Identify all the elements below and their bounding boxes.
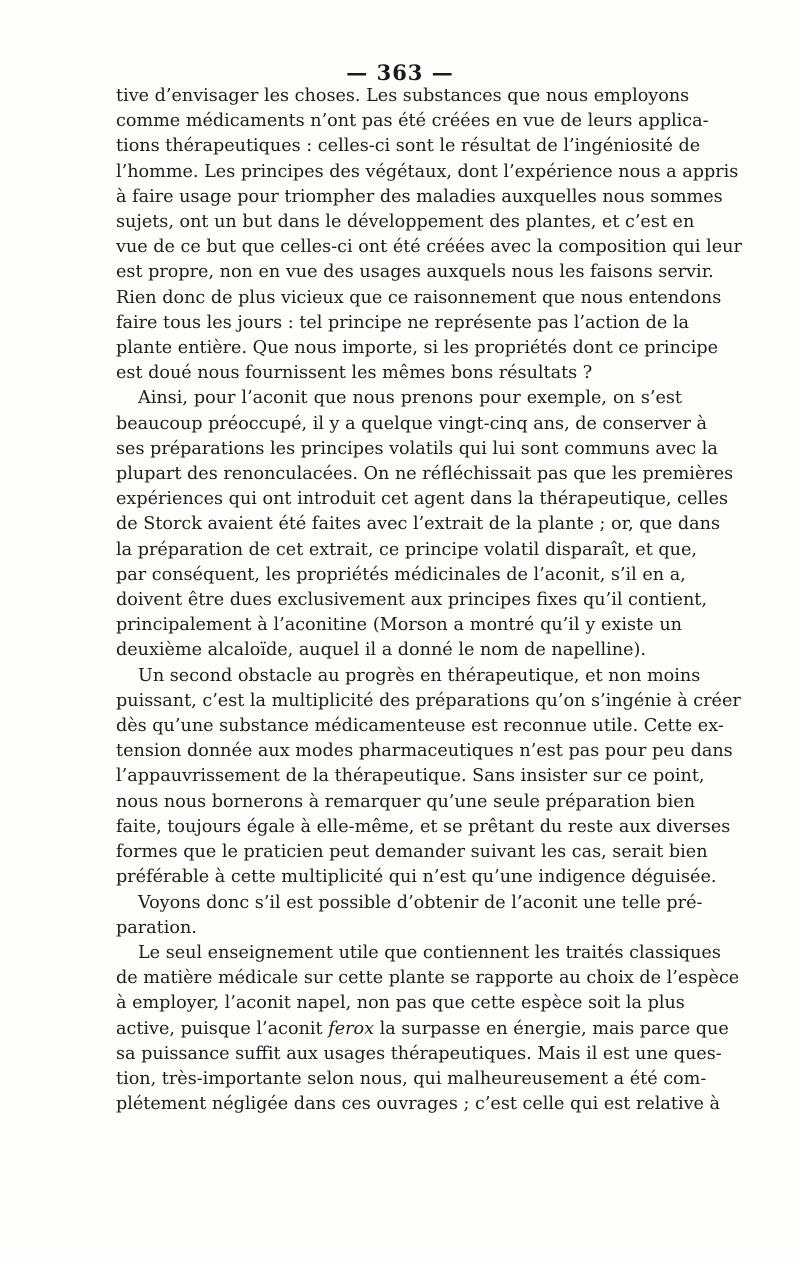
text-line: doivent être dues exclusivement aux principes fixes qu’il contient,: [116, 590, 707, 611]
text-line: Un second obstacle au progrès en thérapeutique, et non moins: [138, 665, 701, 686]
text-line: par conséquent, les propriétés médicinales de l’aconit, s’il en a,: [116, 564, 686, 585]
text-line: tion, très-importante selon nous, qui malheureusement a été com-: [116, 1068, 707, 1089]
text-line: sujets, ont un but dans le développement des plantes, et c’est en: [116, 212, 695, 233]
text-line: Rien donc de plus vicieux que ce raisonnement que nous entendons: [116, 287, 722, 308]
text-line: puissant, c’est la multiplicité des préparations qu’on s’ingénie à créer: [116, 690, 741, 711]
text-line: plupart des renonculacées. On ne réfléchissait pas que les premières: [116, 464, 734, 485]
text-line: est doué nous fournissent les mêmes bons résultats ?: [116, 363, 593, 384]
text-line: ses préparations les principes volatils qui lui sont communs avec la: [116, 438, 718, 459]
text-line: tension donnée aux modes pharmaceutiques n’est pas pour peu dans: [116, 741, 733, 762]
text-line: principalement à l’aconitine (Morson a montré qu’il y existe un: [116, 615, 682, 636]
text-line: sa puissance suffit aux usages thérapeutiques. Mais il est une ques-: [116, 1043, 722, 1064]
text-line: deuxième alcaloïde, auquel il a donné le nom de napelline).: [116, 640, 646, 661]
text-line: paration.: [116, 917, 197, 938]
paragraph: [116, 941, 740, 1117]
text-line: préférable à cette multiplicité qui n’est qu’une indigence déguisée.: [116, 867, 717, 888]
text-line: formes que le praticien peut demander suivant les cas, serait bien: [116, 842, 708, 863]
text-line: dès qu’une substance médicamenteuse est reconnue utile. Cette ex-: [116, 716, 724, 737]
text-line: comme médicaments n’ont pas été créées en vue de leurs applica-: [116, 111, 709, 132]
text-line: Voyons donc s’il est possible d’obtenir de l’aconit une telle pré-: [138, 892, 703, 913]
text-line: Ainsi, pour l’aconit que nous prenons pour exemple, on s’est: [138, 388, 682, 409]
text-line: l’appauvrissement de la thérapeutique. Sans insister sur ce point,: [116, 766, 705, 787]
text-line: tive d’envisager les choses. Les substances que nous employons: [116, 86, 690, 106]
text-line: faire tous les jours : tel principe ne représente pas l’action de la: [116, 312, 689, 333]
paragraph: [116, 664, 741, 891]
text-line: plétement négligée dans ces ouvrages ; c’est celle qui est relative à: [116, 1094, 721, 1115]
text-line: vue de ce but que celles-ci ont été créées avec la composition qui leur: [116, 237, 742, 258]
paragraph: [116, 891, 703, 941]
text-line: est propre, non en vue des usages auxquels nous les faisons servir.: [116, 262, 714, 283]
text-line: l’homme. Les principes des végétaux, dont l’expérience nous a appris: [116, 161, 739, 182]
text-line: de Storck avaient été faites avec l’extrait de la plante ; or, que dans: [116, 514, 721, 535]
text-line: à employer, l’aconit napel, non pas que cette espèce soit la plus: [116, 993, 685, 1014]
paragraph: [116, 84, 742, 386]
page-body-text: [116, 84, 742, 1117]
text-line: plante entière. Que nous importe, si les propriétés dont ce principe: [116, 338, 719, 359]
text-line: tions thérapeutiques : celles-ci sont le résultat de l’ingéniosité de: [116, 136, 701, 157]
text-line: active, puisque l’aconit ferox la surpasse en énergie, mais parce que: [116, 1018, 729, 1039]
text-line: de matière médicale sur cette plante se rapporte au choix de l’espèce: [116, 968, 740, 989]
paragraph: [116, 386, 734, 663]
text-line: nous nous bornerons à remarquer qu’une seule préparation bien: [116, 791, 696, 812]
text-line: la préparation de cet extrait, ce principe volatil disparaît, et que,: [116, 539, 697, 560]
page-number: — 363 —: [346, 60, 454, 85]
text-line: Le seul enseignement utile que contiennent les traités classiques: [138, 942, 721, 963]
text-line: expériences qui ont introduit cet agent dans la thérapeutique, celles: [116, 489, 729, 510]
text-line: à faire usage pour triompher des maladies auxquelles nous sommes: [116, 186, 723, 207]
text-line: beaucoup préoccupé, il y a quelque vingt-cinq ans, de conserver à: [116, 413, 708, 434]
text-line: faite, toujours égale à elle-même, et se prêtant du reste aux diverses: [116, 816, 731, 837]
